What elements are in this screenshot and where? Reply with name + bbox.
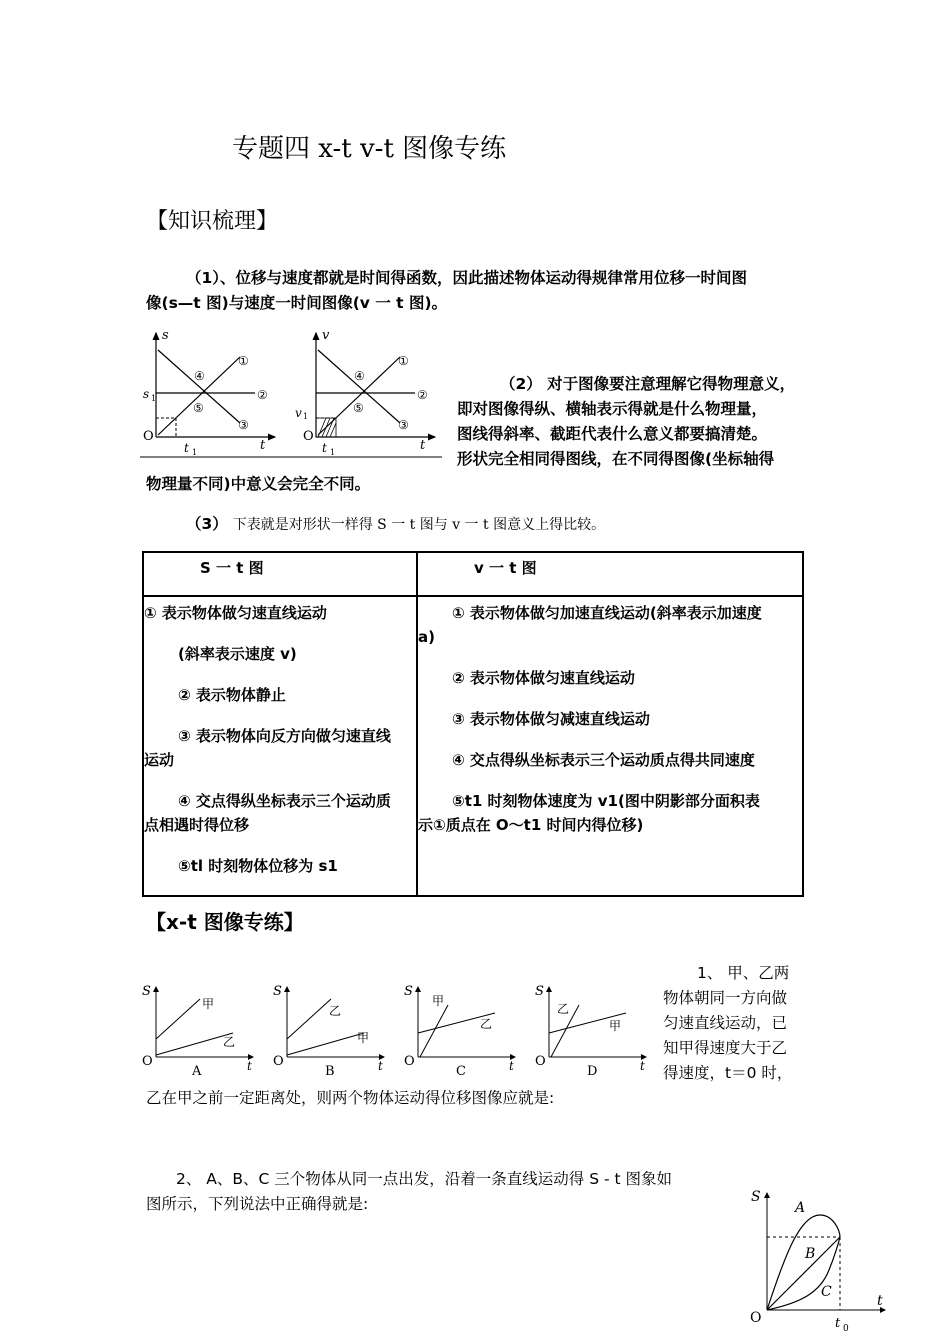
v1-label: v bbox=[295, 406, 302, 420]
q2-curve-b: B bbox=[805, 1246, 816, 1262]
q1b-yi: 乙 bbox=[329, 1004, 342, 1018]
knowledge-heading: 【知识梳理】 bbox=[146, 209, 279, 234]
table-header-vt: v 一 t 图 bbox=[474, 559, 537, 577]
q1b-origin: O bbox=[273, 1054, 284, 1069]
q1-line-3: 匀速直线运动，已 bbox=[663, 1014, 788, 1032]
q1a-origin: O bbox=[142, 1054, 153, 1069]
page-title: 专题四 x-t v-t 图像专练 bbox=[232, 134, 507, 164]
q1a-jia: 甲 bbox=[202, 997, 215, 1011]
v1-subscript: 1 bbox=[303, 412, 309, 421]
curve-3-label: ③ bbox=[238, 418, 249, 432]
paragraph-1-line-2: 像(s—t 图)与速度一时间图像(v 一 t 图)。 bbox=[146, 294, 448, 312]
curve-2-label: ② bbox=[257, 388, 268, 402]
paragraph-1-line-1: （1）、位移与速度都就是时间得函数，因此描述物体运动得规律常用位移一时间图 bbox=[186, 269, 748, 287]
q1a-t-label: t bbox=[247, 1059, 252, 1073]
origin-label: O bbox=[143, 429, 154, 444]
vt-graph bbox=[295, 328, 435, 457]
paragraph-3-text: 下表就是对形状一样得 S 一 t 图与 v 一 t 图意义上得比较。 bbox=[232, 517, 606, 533]
st-graph bbox=[143, 328, 275, 457]
paragraph-2-line-1: （2） 对于图像要注意理解它得物理意义， bbox=[500, 375, 796, 393]
vt-item-1-cont: a) bbox=[418, 628, 435, 646]
point-5-label: ⑤ bbox=[193, 401, 204, 415]
q1a-yi: 乙 bbox=[223, 1035, 236, 1049]
q2-line-1: 2、 A、B、C 三个物体从同一点出发，沿着一条直线运动得 S - t 图象如 bbox=[176, 1170, 672, 1188]
q2-line-2: 图所示，下列说法中正确得就是: bbox=[146, 1195, 369, 1213]
q1b-option: B bbox=[325, 1064, 335, 1079]
vt-item-2: ② 表示物体做匀速直线运动 bbox=[452, 669, 635, 687]
paragraph-2-line-3: 图线得斜率、截距代表什么意义都要搞清楚。 bbox=[457, 425, 768, 443]
vt-item-5-cont: 示①质点在 O～t1 时间内得位移) bbox=[418, 816, 644, 834]
vt-item-3: ③ 表示物体做匀减速直线运动 bbox=[452, 710, 650, 728]
v-axis-label: v bbox=[322, 328, 330, 343]
q1c-option: C bbox=[456, 1064, 466, 1079]
vt-point-4-label: ④ bbox=[354, 369, 365, 383]
q1d-yi: 乙 bbox=[557, 1002, 570, 1016]
q1a-option: A bbox=[192, 1064, 202, 1079]
comparison-table bbox=[142, 551, 804, 897]
q1-line-1: 1、 甲、乙两 bbox=[697, 964, 790, 982]
q1d-s-label: S bbox=[535, 984, 544, 999]
s1-label: s bbox=[143, 387, 150, 401]
q2-s-label: S bbox=[751, 1189, 761, 1205]
st-item-3: ③ 表示物体向反方向做匀速直线 bbox=[178, 727, 391, 745]
q2-origin: O bbox=[750, 1310, 762, 1326]
q1c-yi: 乙 bbox=[480, 1017, 493, 1031]
vt-t-axis-label: t bbox=[420, 438, 426, 453]
q1-graph-b bbox=[273, 984, 384, 1079]
q1-line-4: 知甲得速度大于乙 bbox=[663, 1039, 788, 1057]
q1b-t-label: t bbox=[378, 1059, 383, 1073]
paragraph-2-line-2: 即对图像得纵、横轴表示得就是什么物理量， bbox=[457, 400, 768, 418]
q1-graph-a bbox=[142, 984, 253, 1079]
q2-curve-a: A bbox=[795, 1200, 806, 1216]
q1c-origin: O bbox=[404, 1054, 415, 1069]
vt-item-4: ④ 交点得纵坐标表示三个运动质点得共同速度 bbox=[452, 751, 755, 769]
q1c-jia: 甲 bbox=[432, 994, 445, 1008]
vt-origin-label: O bbox=[303, 429, 314, 444]
q1-graph-d bbox=[535, 984, 646, 1079]
st-item-2: ② 表示物体静止 bbox=[178, 686, 286, 704]
q2-t0-subscript: 0 bbox=[843, 1324, 849, 1334]
q1d-origin: O bbox=[535, 1054, 546, 1069]
st-item-4-cont: 点相遇时得位移 bbox=[144, 816, 250, 834]
st-item-1: ① 表示物体做匀速直线运动 bbox=[144, 604, 327, 622]
vt-curve-1-label: ① bbox=[398, 354, 409, 368]
q1b-jia: 甲 bbox=[357, 1031, 370, 1045]
st-item-4: ④ 交点得纵坐标表示三个运动质 bbox=[178, 792, 391, 810]
q2-t0-label: t bbox=[835, 1316, 841, 1331]
q1d-t-label: t bbox=[640, 1059, 645, 1073]
q2-graph bbox=[745, 1185, 895, 1340]
vt-curve-2-label: ② bbox=[417, 388, 428, 402]
vt-t1-label: t bbox=[322, 441, 327, 455]
paragraph-3-label: （3） bbox=[186, 515, 228, 533]
table-header-st: S 一 t 图 bbox=[200, 559, 264, 577]
xt-heading: 【x-t 图像专练】 bbox=[146, 910, 304, 934]
s-axis-label: s bbox=[162, 328, 169, 343]
q1a-s-label: S bbox=[142, 984, 151, 999]
q1c-t-label: t bbox=[509, 1059, 514, 1073]
s1-subscript: 1 bbox=[151, 394, 157, 403]
paragraph-2-line-5: 物理量不同)中意义会完全不同。 bbox=[146, 475, 371, 493]
q1-graphs bbox=[138, 975, 658, 1085]
curve-1-label: ① bbox=[238, 354, 249, 368]
q1-line-2: 物体朝同一方向做 bbox=[663, 989, 788, 1007]
vt-point-5-label: ⑤ bbox=[353, 401, 364, 415]
vt-item-1: ① 表示物体做匀加速直线运动(斜率表示加速度 bbox=[452, 604, 762, 622]
q1-graph-c bbox=[404, 984, 515, 1079]
q2-t-label: t bbox=[877, 1293, 883, 1309]
q1c-s-label: S bbox=[404, 984, 413, 999]
q1-line-5: 得速度，t＝0 时， bbox=[663, 1064, 793, 1082]
st-vt-graphs bbox=[140, 325, 445, 460]
t1-subscript: 1 bbox=[192, 448, 198, 457]
q2-curve-c: C bbox=[821, 1284, 832, 1300]
vt-curve-3-label: ③ bbox=[398, 418, 409, 432]
t-axis-label: t bbox=[260, 438, 266, 453]
q1d-option: D bbox=[587, 1064, 598, 1079]
q1d-jia: 甲 bbox=[609, 1019, 622, 1033]
point-4-label: ④ bbox=[194, 369, 205, 383]
st-item-3-cont: 运动 bbox=[144, 751, 175, 769]
st-item-1-note: (斜率表示速度 v) bbox=[178, 645, 297, 663]
st-item-5: ⑤tl 时刻物体位移为 s1 bbox=[178, 857, 338, 875]
paragraph-2-line-4: 形状完全相同得图线，在不同得图像(坐标轴得 bbox=[457, 450, 775, 468]
q1-line-6: 乙在甲之前一定距离处，则两个物体运动得位移图像应就是: bbox=[146, 1089, 555, 1107]
vt-item-5: ⑤t1 时刻物体速度为 v1(图中阴影部分面积表 bbox=[452, 792, 760, 810]
vt-t1-subscript: 1 bbox=[330, 448, 336, 457]
t1-label: t bbox=[184, 441, 189, 455]
q1b-s-label: S bbox=[273, 984, 282, 999]
